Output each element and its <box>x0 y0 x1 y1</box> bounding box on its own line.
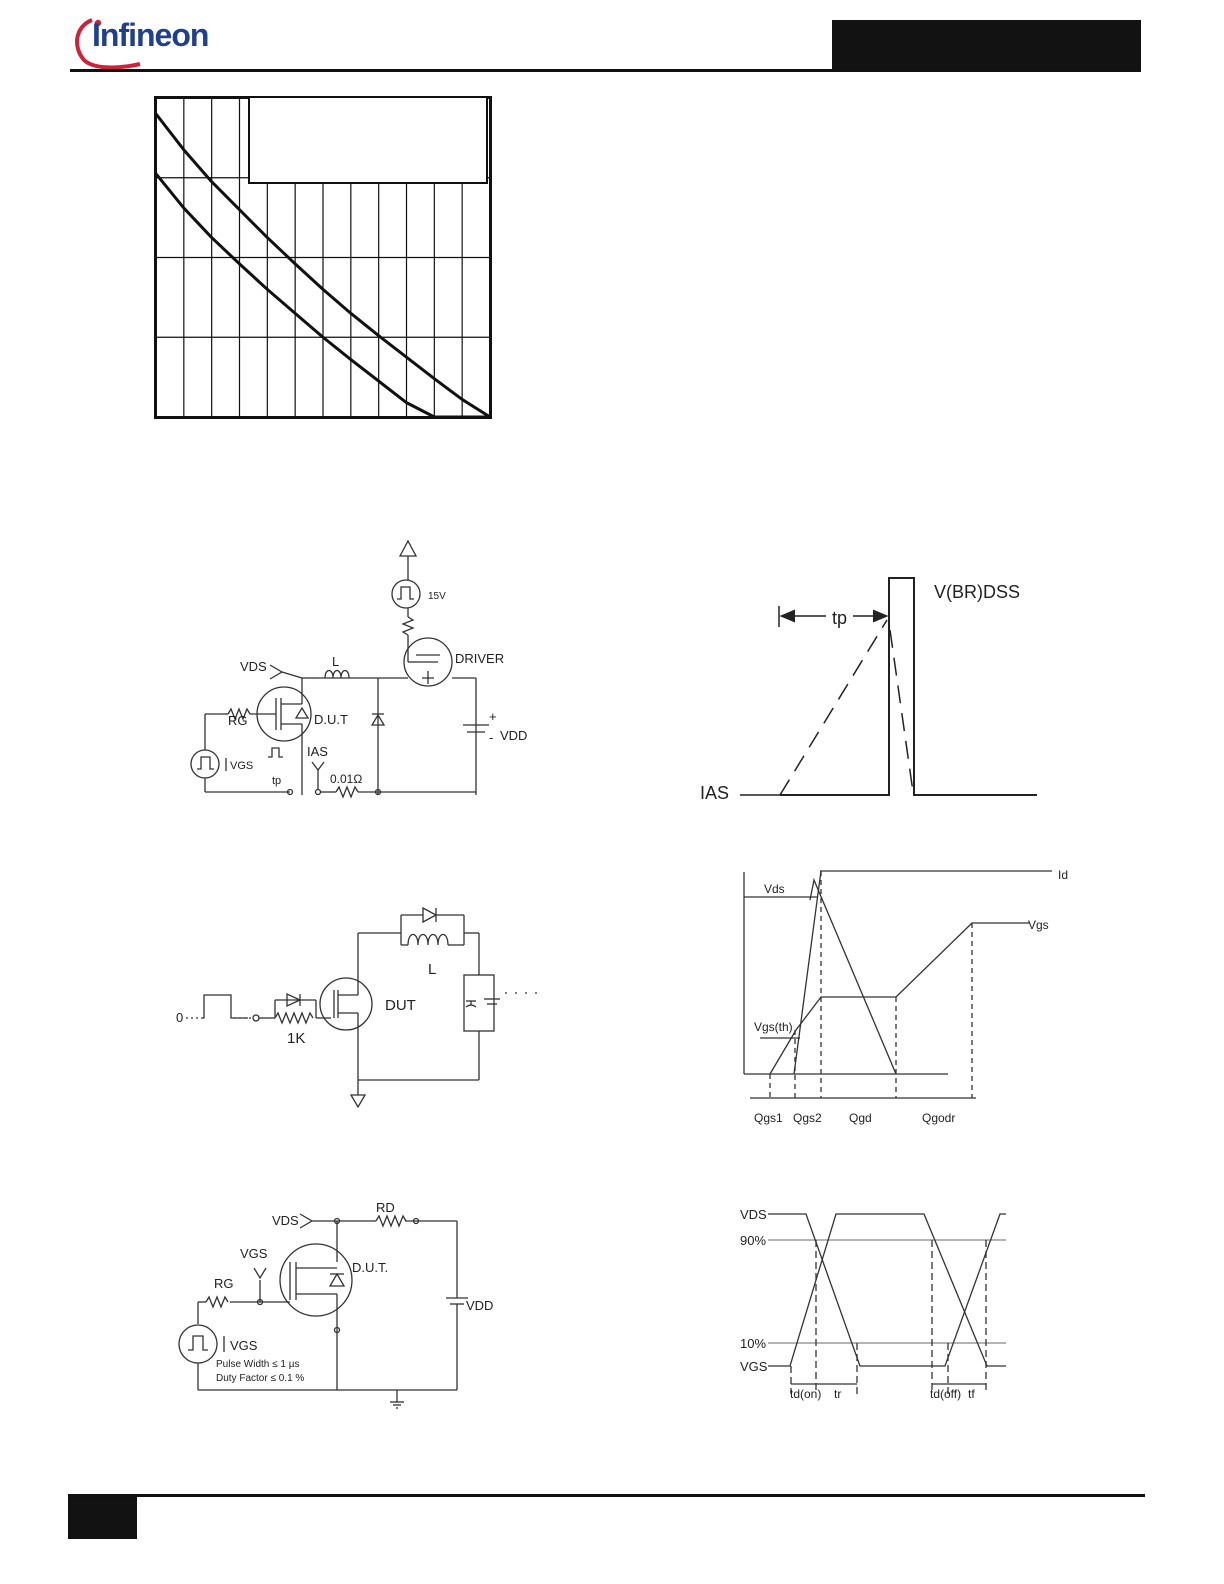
inductor-l-label: L <box>428 961 437 978</box>
qgodr-label: Qgodr <box>922 1111 956 1125</box>
duty-factor-note: Duty Factor ≤ 0.1 % <box>216 1373 305 1384</box>
dut-label: D.U.T. <box>352 1260 389 1275</box>
tf-label: tf <box>968 1387 975 1401</box>
vgs-label: VGS <box>230 760 254 772</box>
footer-black-box <box>68 1497 137 1539</box>
vgs-label: Vgs <box>1028 918 1049 932</box>
vdd-plus: + <box>489 709 497 724</box>
qgs1-label: Qgs1 <box>754 1111 783 1125</box>
tdoff-label: td(off) <box>930 1387 962 1401</box>
driver-label: DRIVER <box>455 651 505 666</box>
tp-label: tp <box>272 775 282 787</box>
infineon-logo-text: Infineon <box>92 17 209 53</box>
id-label: Id <box>1058 868 1069 882</box>
shunt-resistor-label: 0.01Ω <box>330 772 363 786</box>
inductor-l-label: L <box>332 654 340 669</box>
vdd-label: VDD <box>500 728 528 743</box>
rg-label: RG <box>228 713 248 728</box>
vdd-minus: - <box>489 730 494 745</box>
source-15v-label: 15V <box>428 591 446 602</box>
resistor-1k-label: 1K <box>287 1030 306 1047</box>
p90-label: 90% <box>740 1233 767 1248</box>
rd-label: RD <box>376 1200 395 1215</box>
ias-label: IAS <box>307 744 328 759</box>
vds-label: VDS <box>272 1213 299 1228</box>
vds-label: VDS <box>740 1207 767 1222</box>
p10-label: 10% <box>740 1336 767 1351</box>
pulse-width-note: Pulse Width ≤ 1 µs <box>216 1359 300 1370</box>
qgd-label: Qgd <box>849 1111 872 1125</box>
tdon-label: td(on) <box>790 1387 822 1401</box>
qgs2-label: Qgs2 <box>793 1111 822 1125</box>
dut-label: D.U.T <box>314 712 348 727</box>
ias-waveform-label: IAS <box>700 783 730 803</box>
footer-rule <box>68 1494 1145 1497</box>
vgs-label: VGS <box>240 1246 268 1261</box>
vds-label: VDS <box>240 659 267 674</box>
rg-label: RG <box>214 1276 234 1291</box>
vbr-dss-label: V(BR)DSS <box>934 582 1021 602</box>
vgs-source-label: VGS <box>230 1338 258 1353</box>
dut-label: DUT <box>385 997 416 1014</box>
vgs-label: VGS <box>740 1359 768 1374</box>
vds-label: Vds <box>764 882 785 896</box>
vdd-label: VDD <box>466 1298 494 1313</box>
tp-waveform-label: tp <box>832 608 848 628</box>
zero-label: 0 <box>176 1010 184 1025</box>
tr-label: tr <box>834 1387 842 1401</box>
vgsth-label: Vgs(th) <box>754 1020 793 1034</box>
